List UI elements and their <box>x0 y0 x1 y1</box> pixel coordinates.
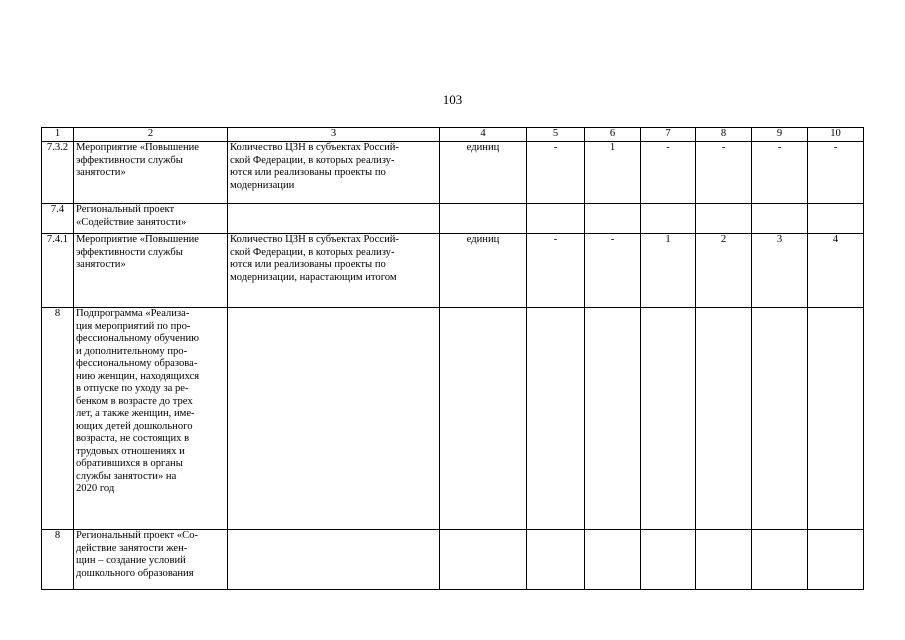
table-row <box>42 530 864 590</box>
indicator-name <box>228 530 440 590</box>
value-cell <box>752 530 808 590</box>
table-row <box>42 204 864 234</box>
activity-name: Мероприятие «Повышение эффективности службы занятости» <box>74 142 228 204</box>
value-cell: - <box>527 142 585 204</box>
row-number: 7.4 <box>42 204 74 234</box>
page-number: 103 <box>442 92 463 107</box>
table-row <box>42 308 864 530</box>
row-number: 8 <box>42 530 74 590</box>
value-cell <box>527 530 585 590</box>
value-cell <box>808 308 864 530</box>
value-cell <box>752 308 808 530</box>
column-header: 7 <box>641 128 696 142</box>
value-cell <box>808 530 864 590</box>
row-number: 7.4.1 <box>42 234 74 308</box>
value-cell <box>527 204 585 234</box>
value-cell: - <box>752 142 808 204</box>
column-header: 2 <box>74 128 228 142</box>
value-cell <box>752 204 808 234</box>
column-header: 5 <box>527 128 585 142</box>
value-cell: - <box>641 142 696 204</box>
indicators-table <box>41 127 864 590</box>
value-cell <box>641 530 696 590</box>
value-cell: 2 <box>696 234 752 308</box>
activity-name: Региональный проект «Содействие занятости» <box>74 204 228 234</box>
table-header-row <box>42 128 864 142</box>
value-cell <box>641 204 696 234</box>
indicator-name <box>228 308 440 530</box>
value-cell: - <box>585 234 641 308</box>
row-number: 7.3.2 <box>42 142 74 204</box>
unit-cell <box>440 308 527 530</box>
unit-cell: единиц <box>440 142 527 204</box>
indicator-name: Количество ЦЗН в субъектах Россий- ской Федерации, в которых реализу- ются или реализованы проекты по модернизации, нарастающим итогом <box>228 234 440 308</box>
value-cell <box>696 308 752 530</box>
unit-cell: единиц <box>440 234 527 308</box>
table-row <box>42 234 864 308</box>
unit-cell <box>440 530 527 590</box>
value-cell <box>585 204 641 234</box>
value-cell: 1 <box>585 142 641 204</box>
activity-name: Подпрограмма «Реализа- ция мероприятий по про- фессиональному обучению и дополнительному про- фессиональному образова- нию женщин, находящихся в отпуске по уходу за ре- бенком в возрасте до трех лет, а также женщин, име- ющих детей дошкольного возраста, не состоящих в трудовых отношениях и обратившихся в органы службы занятости» на 2020 год <box>74 308 228 530</box>
value-cell: - <box>527 234 585 308</box>
indicator-name <box>228 204 440 234</box>
indicator-name: Количество ЦЗН в субъектах Россий- ской Федерации, в которых реализу- ются или реализованы проекты по модернизации <box>228 142 440 204</box>
activity-name: Мероприятие «Повышение эффективности службы занятости» <box>74 234 228 308</box>
value-cell: 3 <box>752 234 808 308</box>
value-cell <box>527 308 585 530</box>
column-header: 10 <box>808 128 864 142</box>
column-header: 4 <box>440 128 527 142</box>
value-cell <box>641 308 696 530</box>
column-header: 1 <box>42 128 74 142</box>
column-header: 6 <box>585 128 641 142</box>
table-row <box>42 142 864 204</box>
value-cell: 1 <box>641 234 696 308</box>
row-number: 8 <box>42 308 74 530</box>
column-header: 3 <box>228 128 440 142</box>
value-cell <box>696 204 752 234</box>
value-cell <box>808 204 864 234</box>
value-cell: 4 <box>808 234 864 308</box>
column-header: 8 <box>696 128 752 142</box>
value-cell <box>585 530 641 590</box>
activity-name: Региональный проект «Со- действие занятости жен- щин – создание условий дошкольного образования <box>74 530 228 590</box>
unit-cell <box>440 204 527 234</box>
value-cell: - <box>808 142 864 204</box>
value-cell <box>585 308 641 530</box>
value-cell <box>696 530 752 590</box>
column-header: 9 <box>752 128 808 142</box>
value-cell: - <box>696 142 752 204</box>
